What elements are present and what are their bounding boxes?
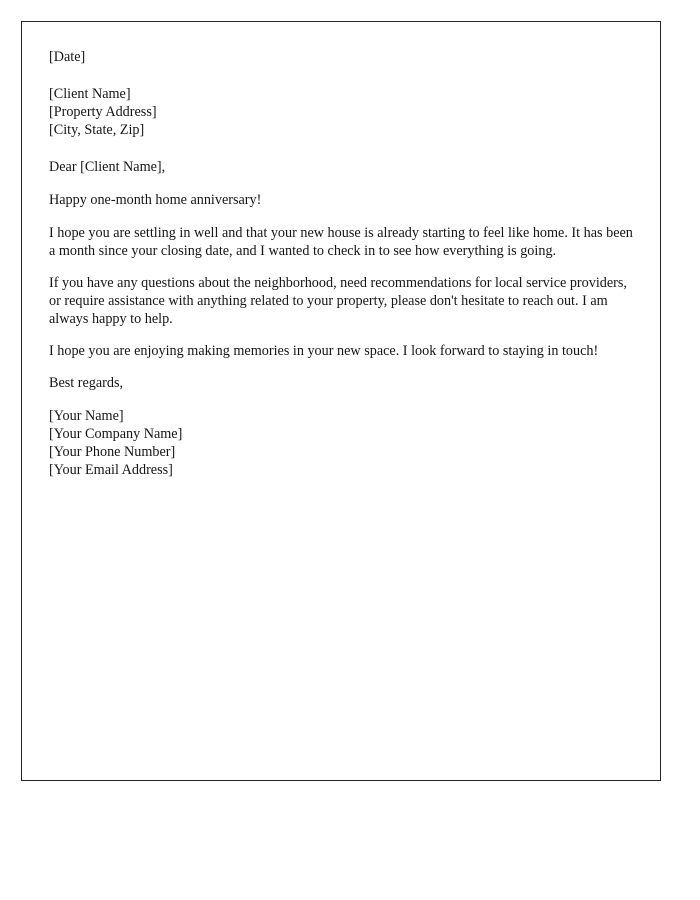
address-line: [Client Name] xyxy=(49,86,131,102)
closing-line: Best regards, xyxy=(49,375,124,391)
greeting-line: Happy one-month home anniversary! xyxy=(49,192,262,208)
signature-line: [Your Company Name] xyxy=(49,426,183,442)
signature-line: [Your Phone Number] xyxy=(49,444,176,460)
letter-content xyxy=(22,22,660,479)
salutation: Dear [Client Name], xyxy=(49,159,166,175)
signature-line: [Your Name] xyxy=(49,408,124,424)
body-paragraph: If you have any questions about the neighborhood, need recommendations for local service providers, or require assistance with anything related to your property, please don't hesitate to reach out. I am always happy to help. xyxy=(49,275,627,327)
recipient-address-block xyxy=(49,85,636,139)
signature-block xyxy=(49,407,636,479)
date-line: [Date] xyxy=(49,49,86,65)
signature-line: [Your Email Address] xyxy=(49,462,173,478)
body-paragraph: I hope you are settling in well and that your new house is already starting to feel like home. It has been a month since your closing date, and I wanted to check in to see how everything is going. xyxy=(49,225,633,259)
body-paragraph: I hope you are enjoying making memories in your new space. I look forward to staying in touch! xyxy=(49,343,599,359)
address-line: [Property Address] xyxy=(49,104,157,120)
letter-page xyxy=(21,21,661,781)
address-line: [City, State, Zip] xyxy=(49,122,145,138)
